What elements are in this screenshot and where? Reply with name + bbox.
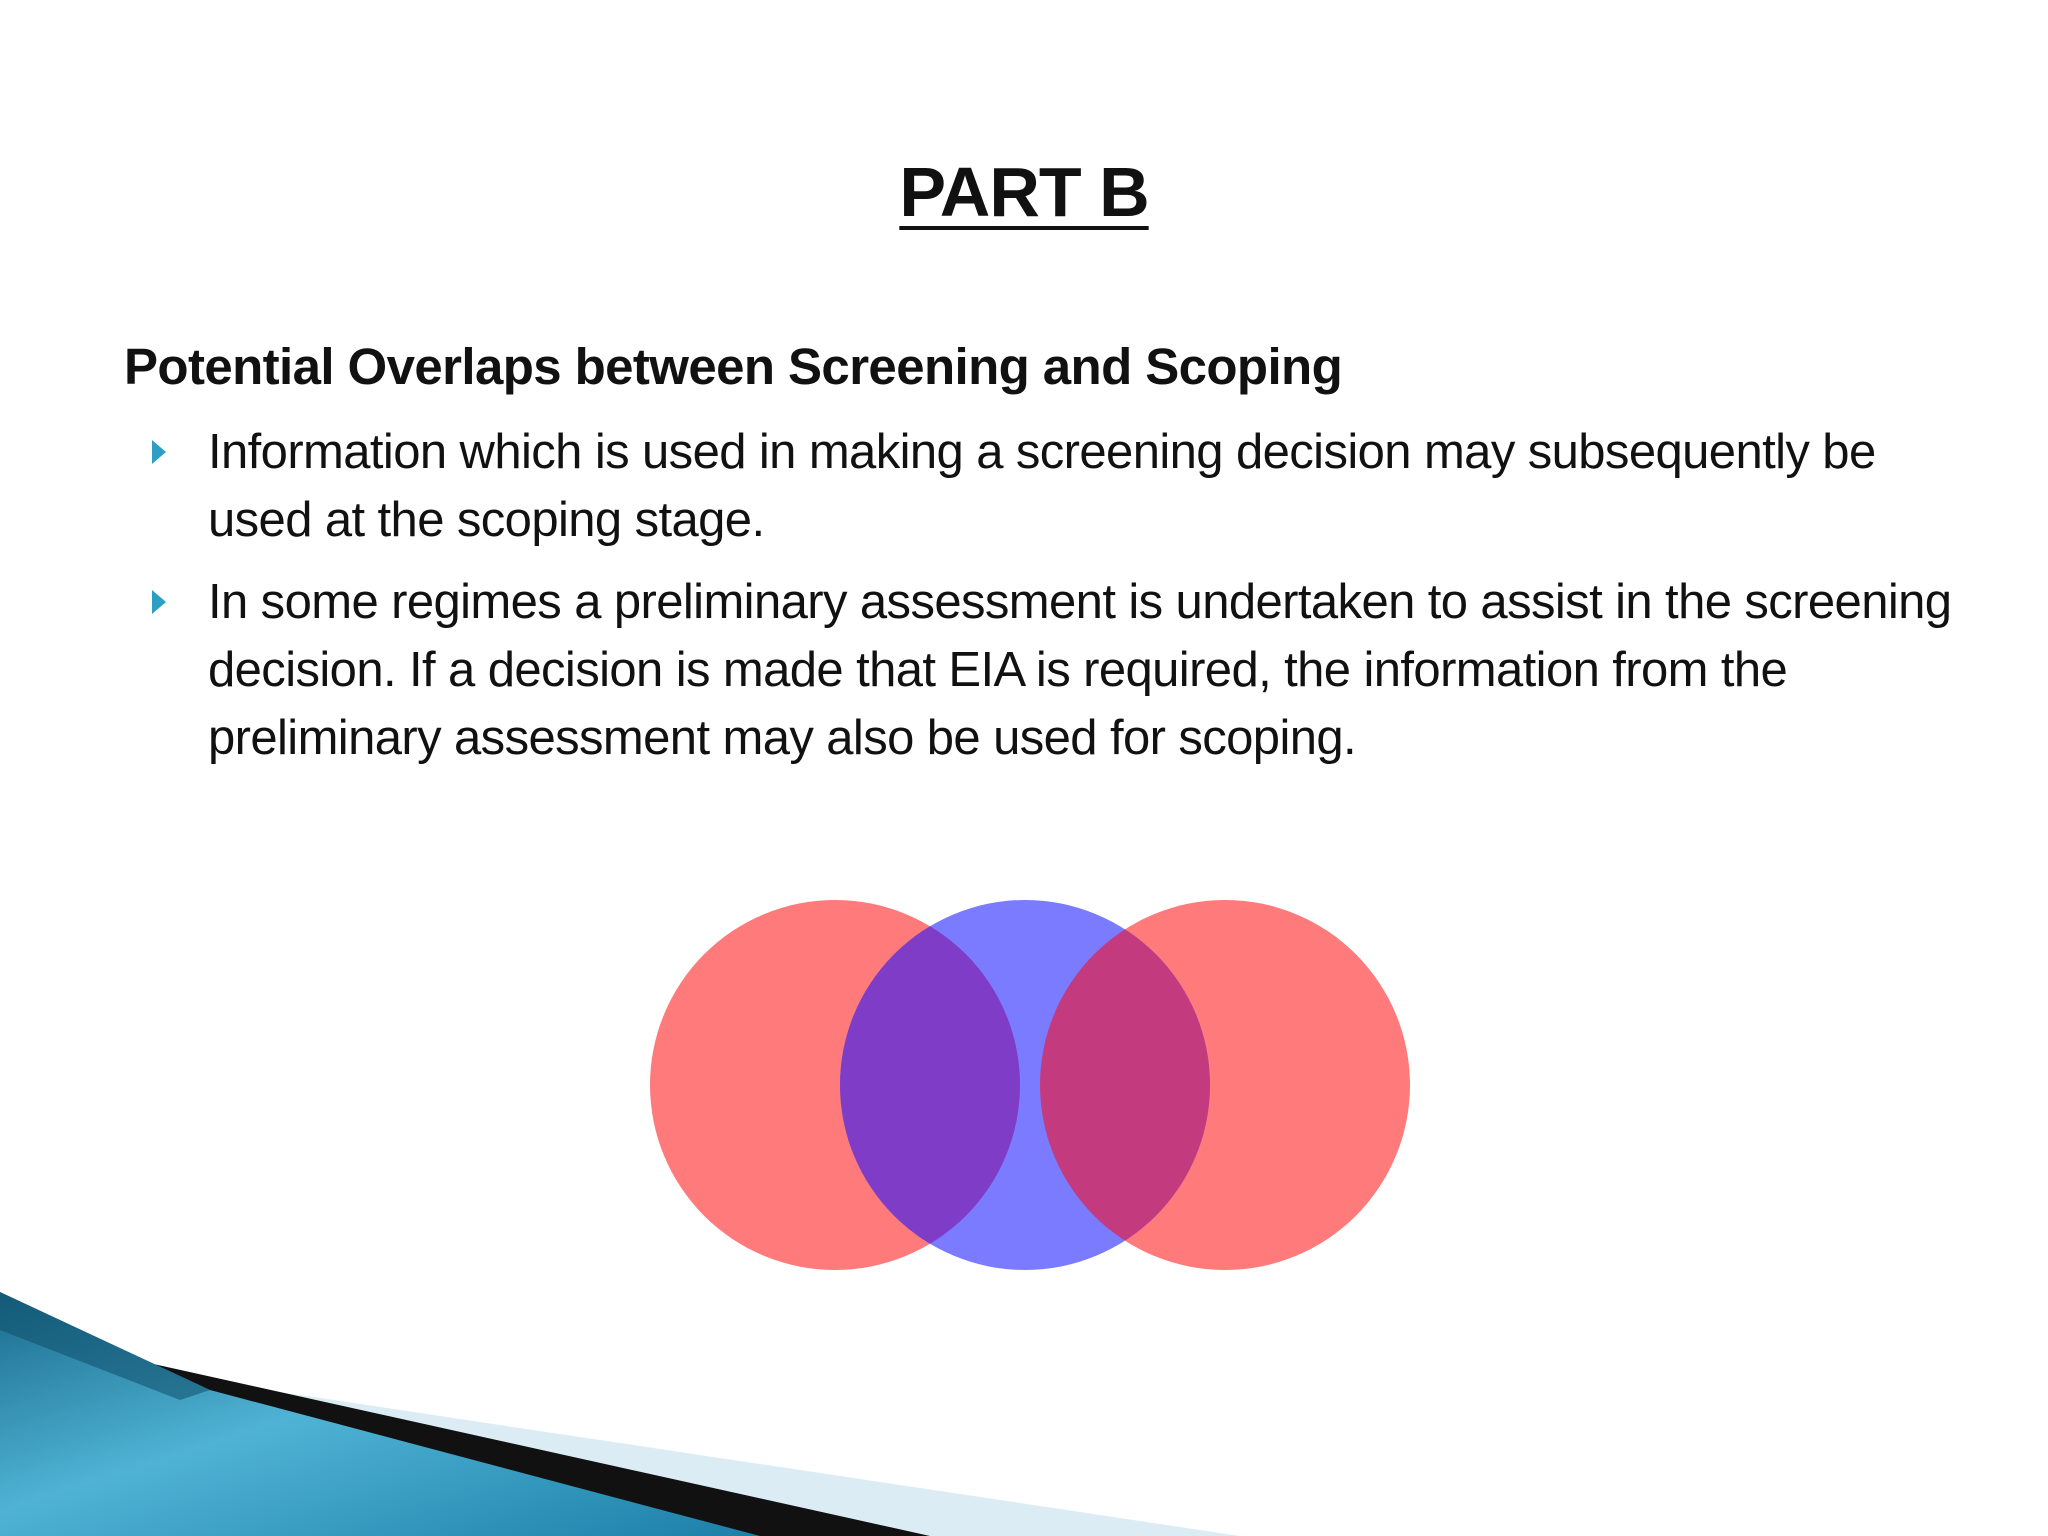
triangle-right-icon	[152, 590, 166, 614]
slide-title	[0, 152, 2048, 233]
bullet-text: Information which is used in making a screening decision may subsequently be used at the scoping stage.	[208, 425, 1876, 547]
list-item	[148, 418, 1958, 554]
slide-title-text: PART B	[899, 153, 1149, 231]
list-item	[148, 568, 1958, 772]
bullet-text: In some regimes a preliminary assessment is undertaken to assist in the screening decision. If a decision is made that EIA is required, the information from the preliminary assessment may also be used for scoping.	[208, 575, 1952, 765]
triangle-right-icon	[152, 440, 166, 464]
bullet-list	[148, 418, 1958, 786]
section-heading: Potential Overlaps between Screening and Scoping	[124, 338, 1343, 395]
venn-diagram	[650, 890, 1410, 1290]
